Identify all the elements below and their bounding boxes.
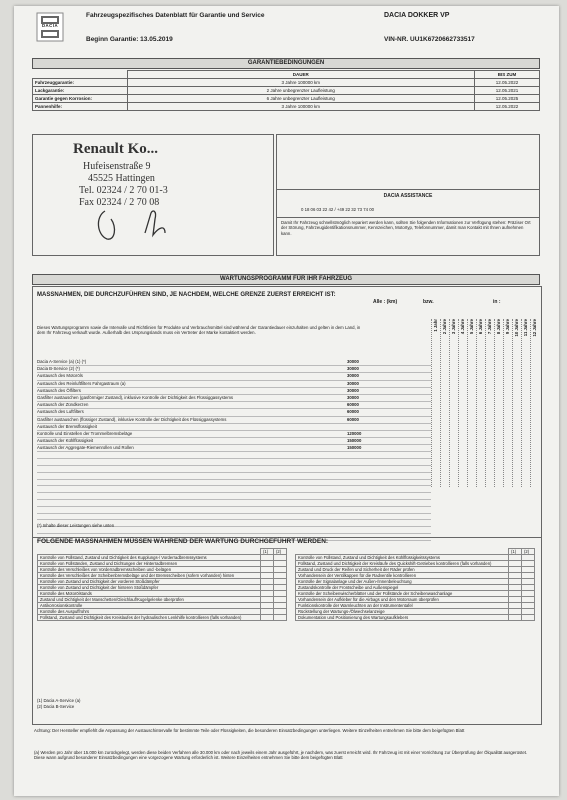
warranty-start: Beginn Garantie: 13.05.2019: [86, 36, 173, 43]
table-row: Lackgarantie: 2 Jahre unbegrenzter Laufleistung 12.05.2021: [33, 87, 540, 95]
check-item-label: Kontrolle von Zustand und Dichtigkeit der hinteren Stoßdämpfer: [38, 585, 261, 591]
in-label: in :: [493, 299, 501, 305]
check-row: [296, 615, 535, 621]
maintenance-item-km: 60000: [347, 402, 359, 408]
note-a: (a) Werden pro Jahr über 15.000 km zurückgelegt, werden diese beiden Verfahren alle 30.000 km oder nach jeweils einem Jahr ausgeführt, je nachdem, was zuerst erreicht wird. Ihr Fahrzeug ist mit einer Vorrichtung zur Überprüfung der Ölqualität ausgerüstet. Diese wann aufgrund besonderer Einsatzbedingungen eine vorgezogene Wartung erforderlich ist. Weitere Einzelheiten entnehmen Sie bitte dem beigefügten Blatt: [34, 750, 528, 761]
maintenance-item-km: 30000: [347, 387, 359, 393]
check-item-label: Kontrolle des Verschleißes von Vorderradbremsscheiben und -belägen: [38, 567, 261, 573]
year-label: 8 Jahre: [496, 319, 501, 335]
service-column-header: (1): [261, 549, 274, 555]
check-item-label: Rückstellung der Wartungs-/Ölwechselanzeige: [296, 609, 509, 615]
check-item-label: Zustandskontrolle der Frontscheibe und Außenspiegel: [296, 585, 509, 591]
maintenance-item-label: Austausch der Zündkerzen: [37, 402, 89, 408]
check-item-label: Dokumentation und Positionierung des Wartungsaufklebers: [296, 615, 509, 621]
maintenance-item-label: Gasfilter austauschen (gasförmiger Zustand), inklusive Kontrolle der Dichtigkeit des Flüssiggassystems: [37, 394, 234, 400]
year-label: 3 Jahre: [451, 319, 456, 335]
year-label: 10 Jahre: [514, 319, 519, 337]
years-grid: [431, 319, 539, 487]
table-row: Fahrzeuggarantie: 3 Jahre 100000 km 12.05.2022: [33, 79, 540, 87]
blank-row: [37, 493, 431, 500]
vin-number: VIN-NR. UU1K6720662733517: [384, 36, 475, 43]
blank-row: [37, 466, 431, 473]
maintenance-intro: Dieses Wartungsprogramm sowie die Intervalle und Richtlinien für Produkte und Verbrauchsmittel sind während der Garantiedauer einzuhalten und gelten in dem Land, in dem Ihr Fahrzeug verkauft wurde. Außerhalb des Ursprungslands muss ein Vertreter der Marke kontaktiert werden.: [37, 325, 361, 336]
checks-box: [32, 536, 542, 725]
check-item-label: Kontrolle von Zustand und Dichtigkeit der vorderen Stoßdämpfer: [38, 579, 261, 585]
blank-row: [37, 507, 431, 514]
year-label: 7 Jahre: [487, 319, 492, 335]
check-item-label: Kontrolle von Füllstand, Zustand und Dichtigkeit des Kühlflüssigkeitssystems: [296, 555, 509, 561]
maintenance-item-label: Austausch der Bremsflüssigkeit: [37, 423, 97, 429]
dealer-box: [32, 134, 274, 256]
maintenance-item-label: Austausch des Ölfilters: [37, 387, 81, 393]
dacia-logo: [36, 12, 64, 42]
maintenance-row: [37, 366, 431, 373]
maintenance-row: [37, 402, 431, 409]
maintenance-row: [37, 359, 431, 366]
maintenance-row: [37, 445, 431, 452]
check-item-label: Füllstand, Zustand und Dichtigkeit des Kreislaufes der hydraulischen Lenkhilfe kontrollieren (falls vorhanden): [38, 615, 261, 621]
guarantee-table: [32, 70, 540, 111]
year-label: 9 Jahre: [505, 319, 510, 335]
or-label: bzw.: [423, 299, 434, 305]
maintenance-row: [37, 424, 431, 431]
assistance-phone: 0 18 06 03 22 42 / +49 22 32 73 74 00: [301, 207, 374, 212]
assistance-box: [276, 134, 540, 256]
check-row: [38, 615, 287, 621]
year-label: 4 Jahre: [460, 319, 465, 335]
dealer-name: Renault Ko...: [73, 141, 159, 157]
maintenance-item-km: 30000: [347, 380, 359, 386]
maintenance-row: [37, 409, 431, 416]
maintenance-item-km: 30000: [347, 394, 359, 400]
year-label: 11 Jahre: [523, 319, 528, 337]
maintenance-box: [32, 286, 542, 538]
table-row: Garantie gegen Korrosion: 6 Jahre unbegrenzter Laufleistung 12.05.2025: [33, 95, 540, 103]
year-column: [530, 319, 543, 487]
brand-text: DACIA: [41, 23, 59, 28]
check-item-label: Kontrolle von Füllständen, Zustand und Dichtungen der Hinterradbremsen: [38, 561, 261, 567]
vehicle-model: DACIA DOKKER VP: [384, 12, 450, 19]
checks-heading: FOLGENDE MASSNAHMEN MÜSSEN WÄHREND DER WARTUNG DURCHGEFÜHRT WERDEN:: [37, 538, 329, 545]
year-label: 6 Jahre: [478, 319, 483, 335]
check-item-label: Kontrolle der Scheibenwischerblätter und der Füllstände der Scheibenwaschanlage: [296, 591, 509, 597]
note-attention: Achtung: Der Hersteller empfiehlt die Anpassung der Austauschintervalle für bestimmte Teile oder Flüssigkeiten, die besonderen Einsatzbedingungen unterliegen. Weitere Einzelheiten entnehmen Sie bitte dem beigefügten Blatt: [34, 728, 465, 733]
check-item-label: Vorhandensein der Ventilkappen für die Radventile kontrollieren: [296, 573, 509, 579]
blank-row: [37, 452, 431, 459]
guarantee-title: GARANTIEBEDINGUNGEN: [32, 58, 540, 69]
maintenance-item-km: 60000: [347, 416, 359, 422]
col-until: BIS ZUM: [475, 71, 540, 79]
dealer-tel: Tel. 02324 / 2 70 01-3: [79, 185, 168, 196]
year-label: 12 Jahre: [532, 319, 537, 337]
maintenance-item-label: Dacia B-Service (2) (*): [37, 366, 80, 372]
maintenance-item-label: Austausch der Kühlflüssigkeit: [37, 438, 94, 444]
datasheet-page: [14, 6, 559, 796]
maintenance-item-km: 60000: [347, 409, 359, 415]
check-item-label: Zustand und Druck der Reifen und Sicherheit der Räder prüfen: [296, 567, 509, 573]
dealer-street: Hufeisenstraße 9: [83, 161, 151, 172]
legend-b: (2) Dacia B-Service: [37, 704, 75, 709]
maintenance-item-km: 120000: [347, 430, 362, 436]
maintenance-row: [37, 388, 431, 395]
blank-row: [37, 514, 431, 521]
maintenance-item-km: 30000: [347, 359, 359, 364]
maintenance-row: [37, 373, 431, 380]
year-label: 2 Jahre: [442, 319, 447, 335]
maintenance-item-label: Dacia A-Service (a) (1) (*): [37, 359, 87, 364]
check-item-label: Kontrolle des Auspuffrohrs: [38, 609, 261, 615]
check-item-label: Zustand und Dichtigkeit der Manschetten/Gleichlauf/Kugelgelenke überprüfen: [38, 597, 261, 603]
maintenance-heading: MASSNAHMEN, DIE DURCHZUFÜHREN SIND, JE NACHDEM, WELCHE GRENZE ZUERST ERREICHT IST:: [37, 292, 336, 298]
maintenance-item-km: 150000: [347, 445, 362, 451]
blank-row: [37, 500, 431, 507]
checks-right-list: [295, 548, 535, 621]
blank-row: [37, 486, 431, 493]
col-duration: DAUER: [127, 71, 475, 79]
table-row: Pannenhilfe: 3 Jahre 100000 km 12.05.2022: [33, 103, 540, 111]
checks-table: [37, 548, 287, 621]
maintenance-item-label: Kontrolle und Einstellen der Trommelbremsbeläge: [37, 430, 133, 436]
service-column-header: (2): [522, 549, 535, 555]
service-column-header: (1): [509, 549, 522, 555]
check-item-label: Funktionskontrolle der Warnleuchten an der Instrumententafel: [296, 603, 509, 609]
maintenance-footnote: (*) Inhalte dieser Leistungen siehe unten: [37, 523, 115, 528]
every-km-label: Alle : (km): [373, 299, 398, 305]
dealer-city: 45525 Hattingen: [88, 173, 155, 184]
year-label: 1 Jahr: [433, 319, 438, 332]
check-item-label: Kontrolle des Verschleißes der Scheibenbremsbeläge und der Bremsscheiben (sofern vorhanden) hinten: [38, 573, 261, 579]
assistance-text: Damit Ihr Fahrzeug schnellstmöglich repariert werden kann, sollten Sie folgenden Informationen zur Verfügung stehen: Präziser Ort der Störung, Fahrzeugidentifikationsnummer, Kennzeichen, Motortyp, Telefonnummer, damit man Kontakt mit Ihnen aufnehmen kann.: [281, 220, 531, 236]
blank-row: [37, 473, 431, 480]
maintenance-item-km: 150000: [347, 438, 362, 444]
checks-left-list: [37, 548, 287, 621]
signature: [93, 205, 193, 245]
document-title: Fahrzeugspezifisches Datenblatt für Garantie und Service: [86, 12, 265, 19]
maintenance-item-label: Austausch der Aggregate-Riemenrollen und Rollen: [37, 445, 134, 451]
maintenance-row: [37, 438, 431, 445]
assistance-title: DACIA ASSISTANCE: [383, 193, 433, 199]
legend-a: (1) Dacia A-Service (a): [37, 698, 81, 703]
check-item-label: Kontrolle von Füllstand, Zustand und Dichtigkeit des Kupplungs-/ Vorderradbremssystems: [38, 555, 261, 561]
maintenance-title: WARTUNGSPROGRAMM FÜR IHR FAHRZEUG: [32, 274, 540, 285]
maintenance-item-km: 30000: [347, 373, 359, 379]
maintenance-item-label: Austausch des Luftfilters: [37, 409, 84, 415]
maintenance-row: [37, 417, 431, 424]
blank-row: [37, 480, 431, 487]
maintenance-item-label: Austausch des Reinluftfilters Fahrgastraum (a): [37, 380, 126, 386]
blank-row: [37, 459, 431, 466]
maintenance-row: [37, 381, 431, 388]
year-label: 5 Jahre: [469, 319, 474, 335]
dealer-fax: Fax 02324 / 2 70 08: [79, 197, 160, 208]
maintenance-item-km: 30000: [347, 366, 359, 372]
maintenance-item-label: Gasfilter austauschen (flüssiger Zustand), inklusive Kontrolle der Dichtigkeit des Flüssiggassystems: [37, 416, 227, 422]
maintenance-item-label: Austausch des Motoröls: [37, 373, 83, 379]
service-column-header: (2): [274, 549, 287, 555]
check-item-label: Antikorrosionskontrolle: [38, 603, 261, 609]
check-item-label: Kontrolle der Signalanlage und der Außen-/Innenbeleuchtung: [296, 579, 509, 585]
check-item-label: Vorhandensein der Aufkleber für die Airbags und den Motorraum überprüfen: [296, 597, 509, 603]
maintenance-items: [37, 359, 431, 541]
check-item-label: Kontrolle des Motorölstands: [38, 591, 261, 597]
checks-table: [295, 548, 535, 621]
maintenance-row: [37, 431, 431, 438]
check-item-label: Füllstand, Zustand und Dichtigkeit der Kreisläufe des Quickshift-Getriebes kontrollieren (falls vorhanden): [296, 561, 509, 567]
maintenance-row: [37, 395, 431, 402]
